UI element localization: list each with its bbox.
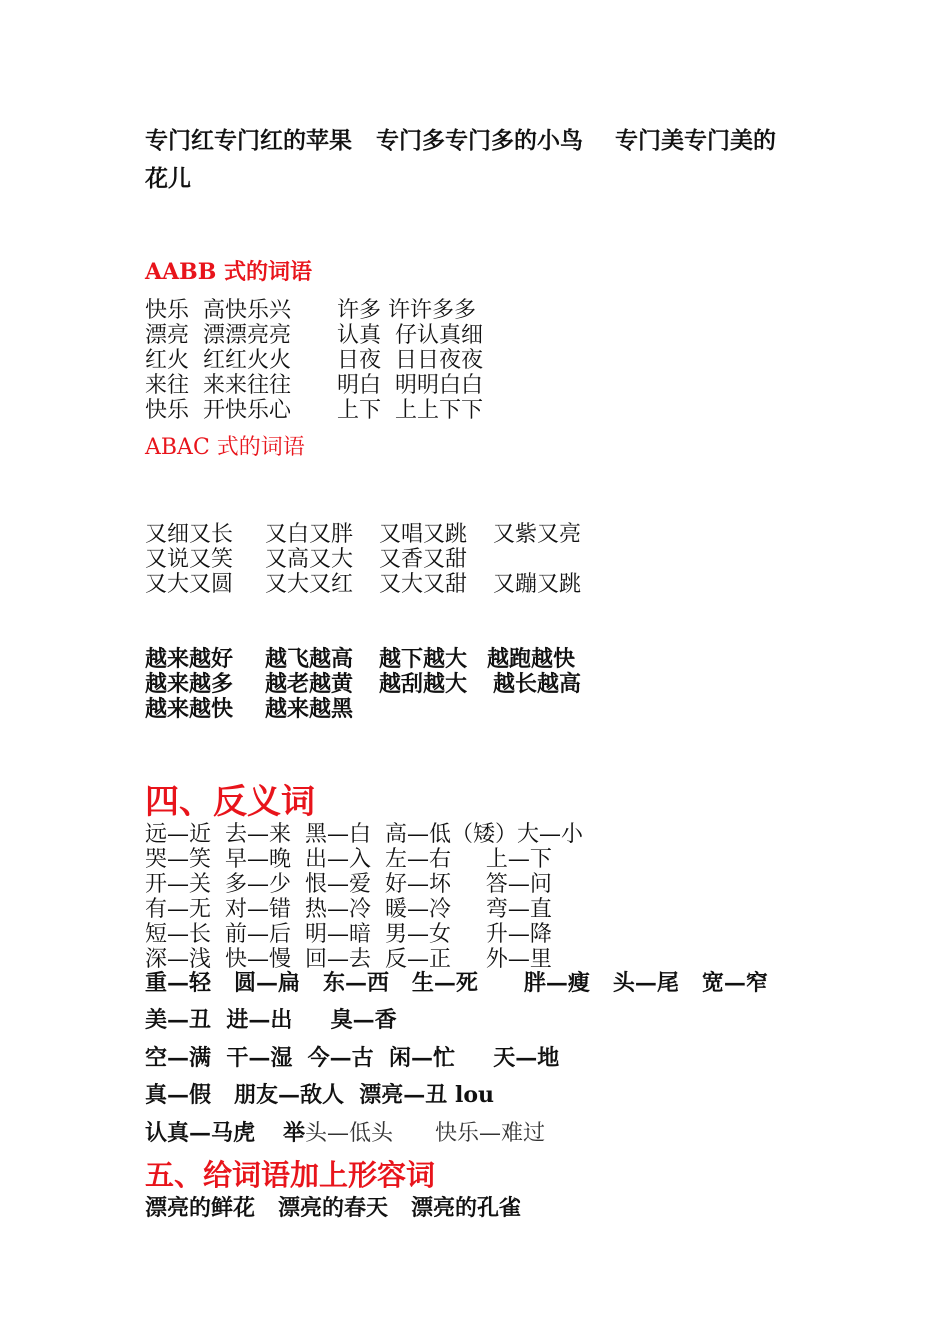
list-item: 重—轻 圆—扁 东—西 生—死 胖—瘦 头—尾 宽—窄: [145, 970, 768, 996]
list-item: 又说又笑 又高又大 又香又甜: [145, 547, 468, 572]
adjective-row: 漂亮的鲜花 漂亮的春天 漂亮的孔雀: [145, 1195, 521, 1221]
abac-title: ABAC 式的词语: [145, 435, 305, 460]
list-item: 快乐 高快乐兴 许多 许许多多: [145, 298, 476, 323]
intro-line-2: 花儿: [145, 165, 191, 192]
list-item: 认真—马虎 举头—低头 快乐—难过: [145, 1120, 545, 1146]
section-4-title: 四、反义词: [145, 782, 315, 822]
list-item: 来往 来来往往 明白 明明白白: [145, 373, 483, 398]
list-item: 深—浅 快—慢 回—去 反—正 外—里: [145, 947, 552, 972]
aabb-title: AABB 式的词语: [145, 259, 312, 285]
list-item: 哭—笑 早—晚 出—入 左—右 上—下: [145, 847, 552, 872]
list-item: 空—满 干—湿 今—古 闲—忙 天—地: [145, 1045, 560, 1071]
list-item: 真—假 朋友—敌人 漂亮—丑 lou: [145, 1082, 494, 1108]
list-item: 开—关 多—少 恨—爱 好—坏 答—问: [145, 872, 552, 897]
list-item: 美—丑 进—出 臭—香: [145, 1007, 397, 1033]
intro-line-1: 专门红专门红的苹果 专门多专门多的小鸟 专门美专门美的: [145, 127, 777, 154]
list-item: 漂亮 漂漂亮亮 认真 仔认真细: [145, 323, 483, 348]
list-item: 红火 红红火火 日夜 日日夜夜: [145, 348, 483, 373]
list-item: 有—无 对—错 热—冷 暖—冷 弯—直: [145, 897, 552, 922]
list-item: 又大又圆 又大又红 又大又甜 又蹦又跳: [145, 572, 582, 597]
list-item: 快乐 开快乐心 上下 上上下下: [145, 398, 483, 423]
list-item: 越来越好 越飞越高 越下越大 越跑越快: [145, 646, 576, 672]
section-5-title: 五、给词语加上形容词: [145, 1158, 436, 1192]
list-item: 远—近 去—来 黑—白 高—低（矮）大—小: [145, 822, 583, 847]
list-item: 越来越快 越来越黑: [145, 696, 354, 722]
list-item: 越来越多 越老越黄 越刮越大 越长越高: [145, 671, 582, 697]
list-item: 短—长 前—后 明—暗 男—女 升—降: [145, 922, 552, 947]
list-item: 又细又长 又白又胖 又唱又跳 又紫又亮: [145, 522, 582, 547]
